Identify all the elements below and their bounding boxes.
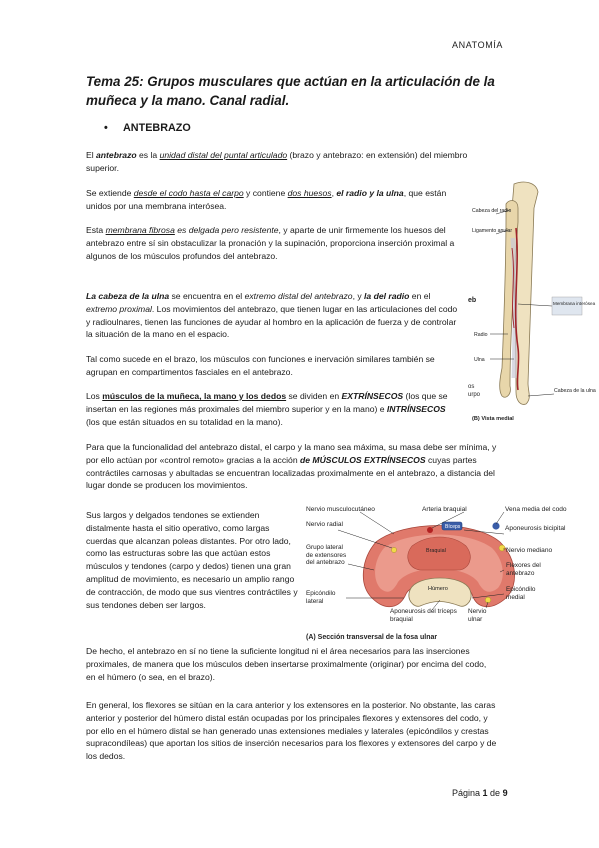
- label-epicondilo-lateral: Epicóndilo lateral: [306, 590, 336, 605]
- figure1-caption: (B) Vista medial: [472, 416, 514, 422]
- paragraph-7: Para que la funcionalidad del antebrazo distal, el carpo y la mano sea máxima, su masa debe ser mínima, y por ello actúan por «control remoto» gracias a la acción de MÚSCULOS EXTRÍNSECOS cuyas partes contráctiles carnosas y abultadas se encuentran localizadas proximalmente en el antebrazo, a distancia del lugar donde se producen los movimientos.: [86, 442, 497, 491]
- paragraph-6: Los músculos de la muñeca, la mano y los dedos se dividen en EXTRÍNSECOS (los que se insertan en las regiones más proximales del miembro superior y en la mano) e INTRÍNSECOS (los que están situados en su totalidad en la mano).: [86, 391, 448, 427]
- total-pages: 9: [502, 788, 508, 798]
- label-biceps: Bíceps: [445, 524, 461, 530]
- current-page: 1: [482, 788, 488, 798]
- paragraph-3: Esta membrana fibrosa es delgada pero resistente, y aparte de unir firmemente los huesos del antebrazo entre sí sin obstaculizar la pronación y la supinación, proporciona inserción proximal a algunos de los músculos profundos del antebrazo.: [86, 225, 455, 261]
- label-nervio-ulnar: Nervio ulnar: [468, 608, 487, 623]
- svg-text:Nervio musculocutáneo: [306, 506, 375, 513]
- page-footer: Página 1 de 9: [452, 788, 508, 798]
- label-braquial: Braquial: [426, 548, 446, 554]
- cut-text-2: os: [468, 384, 475, 390]
- svg-text:Ulna: [474, 357, 485, 363]
- paragraph-10: En general, los flexores se sitúan en la cara anterior y los extensores en la posterior. No obstante, las caras anterior y posterior del húmero distal están ocupadas por los principales flexores y extensores del codo, y por ello en el húmero distal se han generado unas extensiones mediales y laterales (epicóndilos y crestas supracondíleas) que aportan los sitios de inserción necesarios para los flexores y extensores del carpo y de los dedos.: [86, 700, 497, 762]
- svg-text:eb: [468, 297, 476, 304]
- section-heading-text: ANTEBRAZO: [123, 122, 191, 134]
- svg-text:Membrana interósea: [553, 301, 596, 306]
- svg-text:os: [468, 384, 474, 390]
- running-header: ANATOMÍA: [452, 40, 503, 50]
- paragraph-1: El antebrazo es la unidad distal del puntal articulado (brazo y antebrazo: en extensión) del miembro superior.: [86, 150, 468, 173]
- svg-text:Aponeurosis bicipital: [505, 525, 566, 532]
- cut-text-3: urpo: [468, 392, 481, 398]
- paragraph-9: De hecho, el antebrazo en sí no tiene la suficiente longitud ni el área necesarios para las inserciones proximales, de manera que los músculos deben insertarse proximalmente (originar) por encima del codo, en el húmero (o sea, en el brazo).: [86, 646, 487, 682]
- svg-text:Radio: [474, 332, 488, 338]
- label-membrana: Membrana interósea: [553, 301, 596, 306]
- paragraph-8: Sus largos y delgados tendones se extienden distalmente hasta el sitio operativo, como largas cuerdas que alcanzan poleas distantes. Por otro lado, como las estructuras sobre las que actúan estos músculos y tendones (carpo y dedos) tienen una gran amplitud de movimiento, es necesario un amplio rango de contracción, de modo que sus vientres contráctiles y sus tendones deben ser largos.: [86, 510, 298, 610]
- label-cabeza-ulna: Cabeza de la ulna: [554, 388, 596, 394]
- label-radio: Radio: [474, 332, 488, 338]
- document-title: Tema 25: Grupos musculares que actúan en la articulación de la muñeca y la mano. Canal radial.: [86, 74, 495, 108]
- label-ligamento-anular: Ligamento anular: [472, 228, 513, 234]
- label-arteria-braquial: Arteria braquial: [422, 506, 467, 513]
- cut-text-1: eb: [468, 297, 477, 304]
- forearm-bones-figure: [466, 178, 596, 426]
- ulnar-fossa-figure: [304, 500, 596, 642]
- svg-text:Húmero: [428, 586, 448, 592]
- label-nervio-mediano: Nervio mediano: [506, 547, 553, 554]
- paragraph-5: Tal como sucede en el brazo, los músculos con funciones e inervación similares también se agrupan en compartimentos fasciales en el antebrazo.: [86, 354, 435, 377]
- label-epicondilo-medial: Epicóndilo medial: [506, 586, 536, 601]
- svg-text:(A) Sección transversal de la: [306, 634, 437, 641]
- svg-text:Bíceps: [445, 524, 461, 530]
- figure2-caption: (A) Sección transversal de la fosa ulnar: [306, 634, 438, 641]
- svg-text:Nervio radial: [306, 521, 344, 528]
- label-n-musculocutaneo: Nervio musculocutáneo: [306, 506, 375, 513]
- bullet-icon: •: [104, 122, 108, 134]
- label-cabeza-radio: Cabeza del radio: [472, 208, 512, 214]
- svg-text:(B) Vista medial: [472, 416, 514, 422]
- svg-text:Nervio mediano: [506, 547, 553, 554]
- label-flexores: Flexores del antebrazo: [506, 562, 541, 577]
- svg-text:Ligamento anular: [472, 228, 512, 234]
- label-humero: Húmero: [428, 586, 448, 592]
- label-ulna: Ulna: [474, 357, 485, 363]
- svg-text:Vena media del codo: [505, 506, 567, 513]
- svg-text:urpo: [468, 392, 481, 398]
- label-grupo-lateral: Grupo lateral de extensores del antebrazo: [306, 544, 347, 567]
- svg-text:Cabeza de la ulna: [554, 388, 596, 394]
- section-heading: [104, 122, 191, 134]
- label-aponeurosis-bicipital: Aponeurosis bicipital: [505, 525, 566, 532]
- svg-text:Cabeza del radio: [472, 208, 511, 214]
- paragraph-4: La cabeza de la ulna se encuentra en el extremo distal del antebrazo, y la del radio en el extremo proximal. Los movimientos del antebrazo, que tienen lugar en las articulaciones del codo y radioulnares, tienen las funciones de ayudar al hombro en la aplicación de fuerza y de controlar la situación de la mano en el espacio.: [86, 291, 458, 340]
- svg-text:Arteria braquial: [422, 506, 467, 513]
- paragraph-2: Se extiende desde el codo hasta el carpo y contiene dos huesos, el radio y la ulna, que están unidos por una membrana interósea.: [86, 188, 447, 211]
- label-vena-media: Vena media del codo: [505, 506, 567, 513]
- svg-text:Braquial: [426, 548, 446, 554]
- label-aponeurosis-triceps: Aponeurosis del tríceps braquial: [390, 608, 457, 623]
- label-nervio-radial: Nervio radial: [306, 521, 344, 528]
